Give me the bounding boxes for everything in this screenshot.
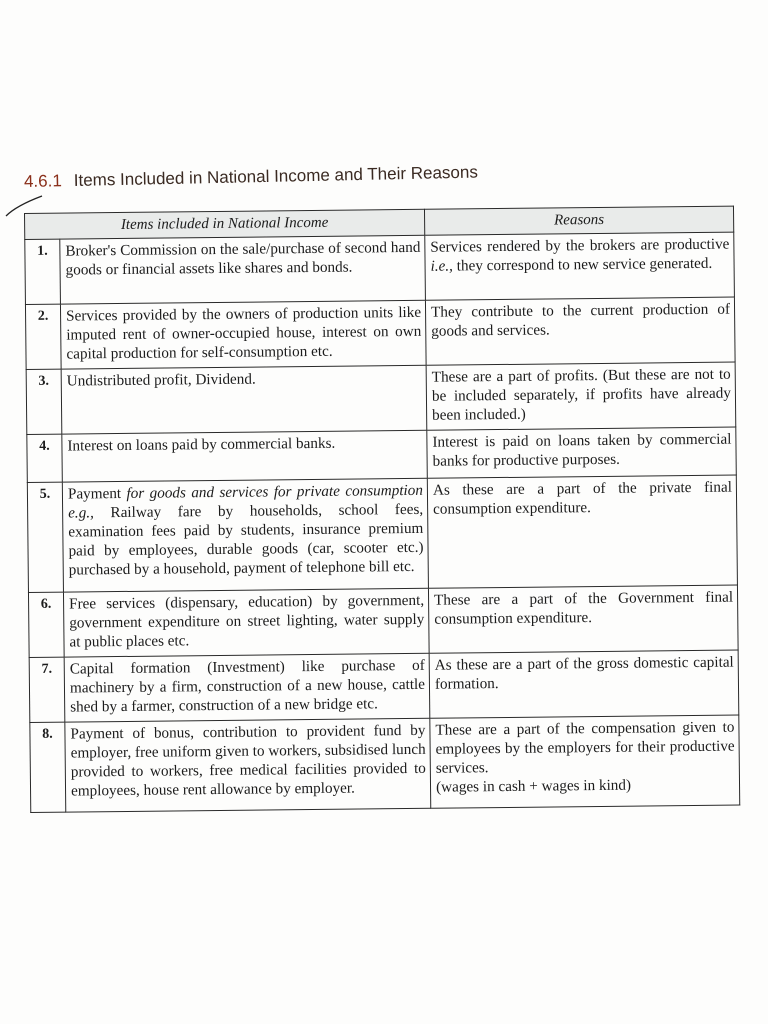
row-reason: These are a part of profits. (But these are not to be included separately, if profits have already been included.) — [426, 362, 736, 430]
row-number: 6. — [28, 592, 64, 657]
table-row — [27, 475, 737, 592]
row-reason: As these are a part of the private final consumption expenditure. — [427, 475, 737, 588]
section-title: Items Included in National Income and Their Reasons — [73, 162, 479, 190]
table-row — [25, 232, 735, 304]
row-item — [62, 478, 428, 592]
national-income-table — [24, 206, 740, 813]
section-number: 4.6.1 — [23, 171, 62, 191]
reason-emphasis: i.e., — [430, 257, 454, 275]
header-items: Items included in National Income — [25, 209, 425, 239]
section-heading — [24, 162, 478, 192]
row-item: Services provided by the owners of production units like imputed rent of owner-occupied house, interest on own capital production for self-consumption etc. — [60, 300, 426, 369]
table-row — [25, 297, 735, 369]
row-number: 2. — [25, 304, 61, 369]
row-number: 3. — [26, 369, 62, 434]
row-number: 4. — [27, 434, 63, 482]
table-row — [28, 585, 738, 657]
reason-text: Services rendered by the brokers are productive — [430, 235, 730, 256]
item-text-rest: Railway fare by households, school fees, examination fees paid by students, insurance premium paid by employees, durable goods (car, scooter etc.) purchased by a household, payment of telephone bill etc. — [68, 500, 424, 579]
item-emphasis: for goods and services for private consumption e.g., — [68, 481, 424, 522]
row-reason: These are a part of the Government final consumption expenditure. — [428, 585, 738, 653]
row-reason — [430, 715, 740, 808]
row-item: Undistributed profit, Dividend. — [61, 365, 427, 434]
table-row — [30, 715, 740, 812]
row-item: Payment of bonus, contribution to provident fund by employer, free uniform given to workers, subsidised lunch provided to workers, free medical facilities provided to employees, house rent allowance by employer. — [65, 718, 431, 812]
row-reason: As these are a part of the gross domestic capital formation. — [429, 650, 739, 718]
reason-text: These are a part of the compensation given to employees by the employers for their productive services. — [435, 718, 735, 777]
row-item: Free services (dispensary, education) by government, government expenditure on street lighting, water supply at public places etc. — [63, 588, 429, 657]
item-text: Payment — [67, 484, 127, 503]
table-row — [29, 650, 739, 722]
row-item: Interest on loans paid by commercial banks. — [62, 430, 427, 482]
row-reason — [425, 232, 735, 300]
table-container — [24, 206, 740, 813]
header-reasons: Reasons — [424, 206, 733, 235]
row-item: Broker's Commission on the sale/purchase of second hand goods or financial assets like shares and bonds. — [60, 235, 426, 304]
reason-text-rest: they correspond to new service generated. — [452, 254, 713, 275]
row-reason: Interest is paid on loans taken by commercial banks for productive purposes. — [427, 427, 736, 478]
reason-note: (wages in cash + wages in kind) — [435, 776, 632, 796]
table-row — [26, 362, 736, 434]
row-item: Capital formation (Investment) like purchase of machinery by a firm, construction of a new house, cattle shed by a farmer, construction of a new bridge etc. — [64, 653, 430, 722]
row-reason: They contribute to the current production of goods and services. — [425, 297, 735, 365]
row-number: 5. — [27, 482, 63, 592]
row-number: 7. — [29, 657, 65, 722]
row-number: 1. — [25, 239, 61, 304]
table-row — [27, 427, 736, 482]
row-number: 8. — [30, 722, 66, 812]
